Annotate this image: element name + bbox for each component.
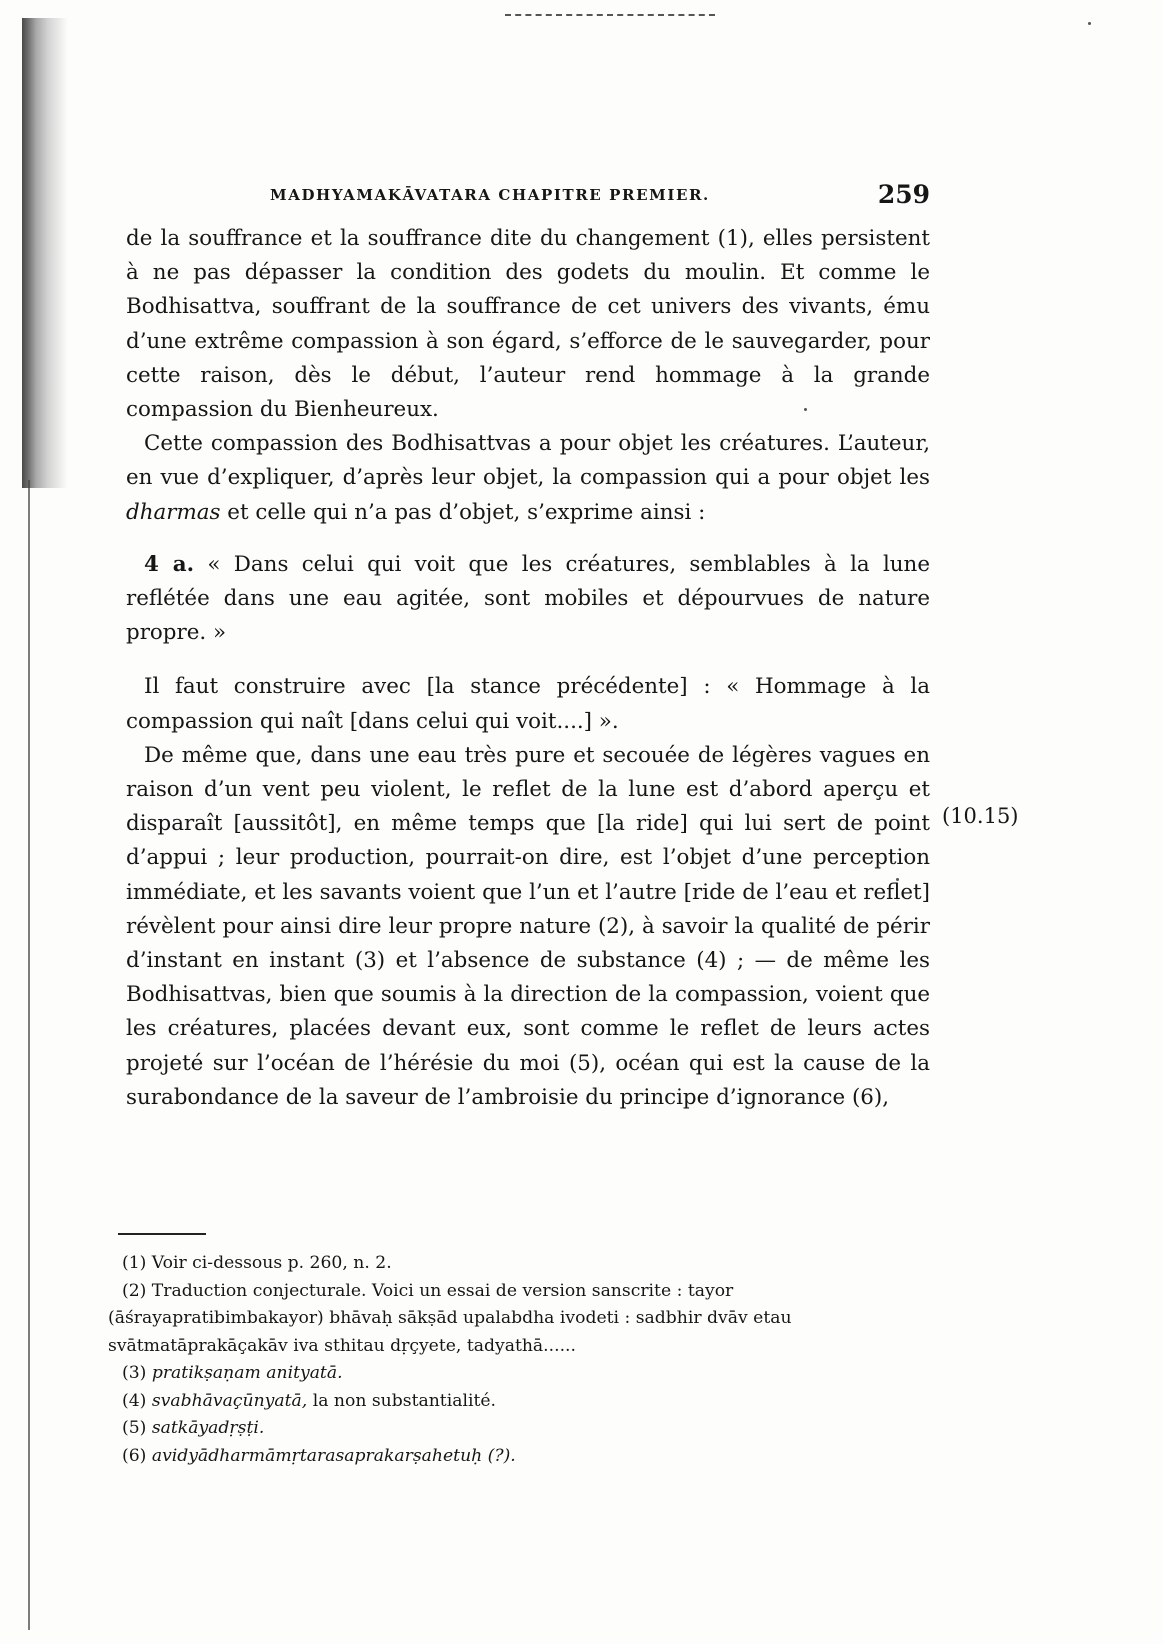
paragraph-text: et celle qui n’a pas d’objet, s’exprime ainsi : [227,499,706,525]
sanskrit-term: svabhāvaçūnyatā, [151,1390,308,1411]
footnote-2: (2) Traduction conjecturale. Voici un essai de version sanscrite : tayor (āśrayapratibimbakayor) bhāvaḥ sākṣād upalabdha ivodeti : sadbhir dvāv etau svātmatāprakāçakāv iva sthitau dṛçyete, tadyathā...... [108,1280,792,1356]
footnote-number: (3) [122,1363,147,1383]
sanskrit-term: avidyādharmāmṛtarasaprakarṣahetuḥ (?). [151,1445,516,1466]
footnote-3 [108,1360,920,1388]
stanza-text: « Dans celui qui voit que les créatures, semblables à la lune reflétée dans une eau agitée, sont mobiles et dépourvues de nature propre. » [126,551,930,646]
footnote-4 [108,1388,920,1416]
paragraph-moon-reflection: De même que, dans une eau très pure et secouée de légères vagues en raison d’un vent peu violent, le reflet de la lune est d’abord aperçu et disparaît [aussitôt], en même temps que [la ride] qui lui sert de point d’appui ; leur production, pourrait-on dire, est l’objet d’une perception immédiate, et les savants voient que l’un et l’autre [ride de l’eau et reflet] révèlent pour ainsi dire leur propre nature (2), à savoir la qualité de périr d’instant en instant (3) et l’absence de substance (4) ; — de même les Bodhisattvas, bien que soumis à la direction de la compassion, voient que les créatures, placées devant eux, sont comme le reflet de leurs actes projeté sur l’océan de l’hérésie du moi (5), océan qui est la cause de la surabondance de la saveur de l’ambroisie du principe d’ignorance (6), [126,742,930,1110]
footnote-text: la non substantialité. [312,1390,496,1411]
margin-reference: (10.15) [942,804,1019,828]
main-text [126,222,930,1115]
page-number: 259 [877,180,930,209]
paragraph-construction: Il faut construire avec [la stance précédente] : « Hommage à la compassion qui naît [dans celui qui voit....] ». [126,674,930,734]
footnotes [108,1250,920,1470]
sanskrit-term: satkāyadṛṣṭi. [151,1418,265,1438]
footnote-number: (4) [122,1390,147,1411]
sanskrit-term: dharmas [126,499,221,525]
footnote-1: (1) Voir ci-dessous p. 260, n. 2. [122,1253,392,1273]
footnote-6 [108,1443,920,1471]
sanskrit-term: pratikṣaṇam anityatā. [151,1363,343,1383]
footnote-number: (6) [122,1445,147,1466]
stanza-4a [126,548,930,651]
speck [1088,22,1091,25]
footnote-rule [118,1233,206,1235]
book-binding-shadow [22,18,68,488]
paragraph-continuation: de la souffrance et la souffrance dite du changement (1), elles persistent à ne pas dépasser la condition des godets du moulin. Et comme le Bodhisattva, souffrant de la souffrance de cet univers des vivants, ému d’une extrême compassion à son égard, s’efforce de le sauvegarder, pour cette raison, dès le début, l’auteur rend hommage à la grande compassion du Bienheureux. [126,226,930,423]
paragraph-text: Cette compassion des Bodhisattvas a pour objet les créatures. L’auteur, en vue d’expliquer, d’après leur objet, la compassion qui a pour objet les [126,431,930,491]
top-printer-marks [505,14,715,19]
page-header [270,180,930,214]
page-edge-line [28,480,30,1630]
stanza-number: 4 a. [144,551,195,577]
running-head: MADHYAMAKĀVATARA CHAPITRE PREMIER. [270,186,710,204]
footnote-5 [108,1415,920,1443]
footnote-number: (5) [122,1418,147,1438]
paragraph-compassion-objects [126,427,930,530]
